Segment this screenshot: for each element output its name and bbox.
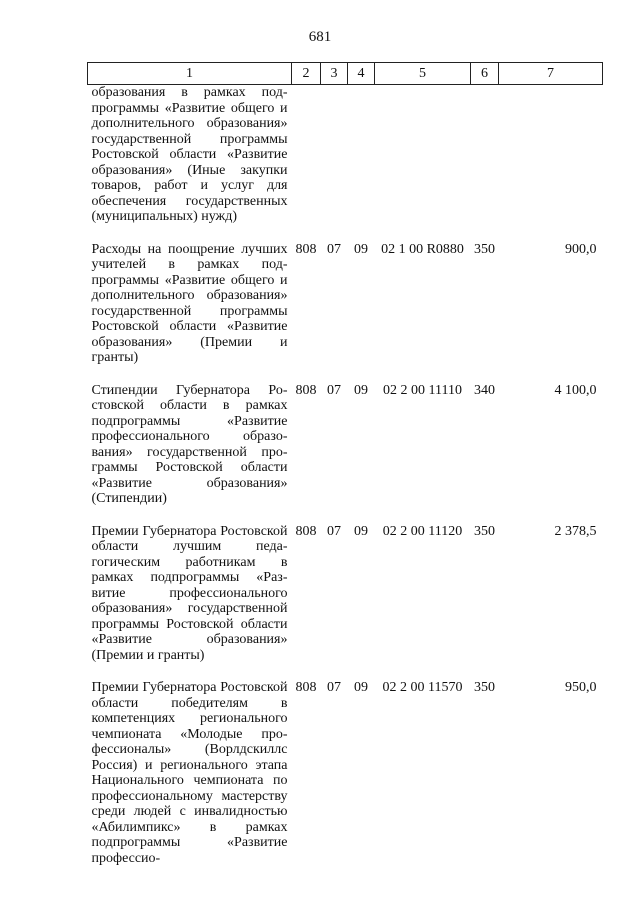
row-ministry: 808 [295, 382, 317, 398]
table-row [88, 373, 603, 514]
row-target: 02 1 00 R0880 [381, 241, 464, 257]
row-type: 340 [474, 382, 495, 398]
row-target: 02 2 00 11110 [383, 382, 462, 398]
column-header: 3 [321, 63, 348, 85]
row-amount: 2 378,5 [554, 523, 597, 539]
column-header: 5 [375, 63, 471, 85]
table-row [88, 670, 603, 873]
table-header-row [88, 63, 603, 85]
row-target: 02 2 00 11120 [382, 523, 463, 539]
table-row [88, 514, 603, 671]
row-section: 07 [327, 382, 341, 398]
row-section: 07 [327, 241, 341, 257]
row-subsection: 09 [354, 680, 368, 695]
row-section [321, 85, 348, 232]
row-ministry: 808 [295, 241, 317, 257]
row-target [375, 85, 471, 232]
row-subsection: 09 [354, 382, 368, 398]
row-type: 350 [474, 241, 495, 257]
row-description: Премии Губернатора Ростовской области лучшим педагогическим работникам в рамках подпрограммы «Развитие профессионального образования» государственной программы Ростовской области «Развитие образования» (Премии и гранты) [91, 523, 288, 663]
budget-table [87, 62, 603, 873]
row-amount: 950,0 [565, 680, 597, 695]
column-header: 7 [499, 63, 603, 85]
row-amount: 4 100,0 [554, 382, 597, 398]
table-row [88, 85, 603, 232]
row-type: 350 [474, 523, 495, 539]
row-type [471, 85, 499, 232]
row-section: 07 [327, 523, 341, 539]
row-subsection: 09 [354, 523, 368, 539]
row-subsection: 09 [354, 241, 368, 257]
row-description: образования в рамках подпрограммы «Развитие общего и дополнительного образования» государственной программы Ростовской области «Развитие образования» (Иные закупки товаров, работ и услуг для обеспечения государственных (муниципальных) нужд) [91, 85, 288, 224]
row-type: 350 [474, 680, 495, 695]
row-amount: 900,0 [565, 241, 597, 257]
column-header: 6 [471, 63, 499, 85]
row-amount [499, 85, 603, 232]
column-header: 4 [348, 63, 375, 85]
row-ministry: 808 [295, 523, 317, 539]
row-description: Стипендии Губернатора Ростовской области в рамках подпрограммы «Развитие профессионального образования» государственной программы Ростовской области «Развитие образования» (Стипендии) [91, 382, 288, 506]
row-ministry: 808 [295, 680, 317, 695]
row-section: 07 [327, 680, 341, 695]
row-description: Премии Губернатора Ростовской области победителям в компетенциях регионального чемпионата «Молодые профессионалы» (Ворлдскиллс Россия) и регионального этапа Национального чемпионата по профессиональному мастерству среди людей с инвалидностью «Абилимпикс» в рамках подпрограммы «Развитие профессио- [91, 680, 288, 866]
column-header: 1 [88, 63, 292, 85]
table-row [88, 232, 603, 373]
column-header: 2 [292, 63, 321, 85]
row-subsection [348, 85, 375, 232]
page-number: 681 [308, 29, 332, 45]
row-ministry [292, 85, 321, 232]
row-description: Расходы на поощрение лучших учителей в рамках подпрограммы «Развитие общего и дополнительного образования» государственной программы Ростовской области «Развитие образования» (Премии и гранты) [91, 241, 288, 365]
row-target: 02 2 00 11570 [382, 680, 463, 695]
